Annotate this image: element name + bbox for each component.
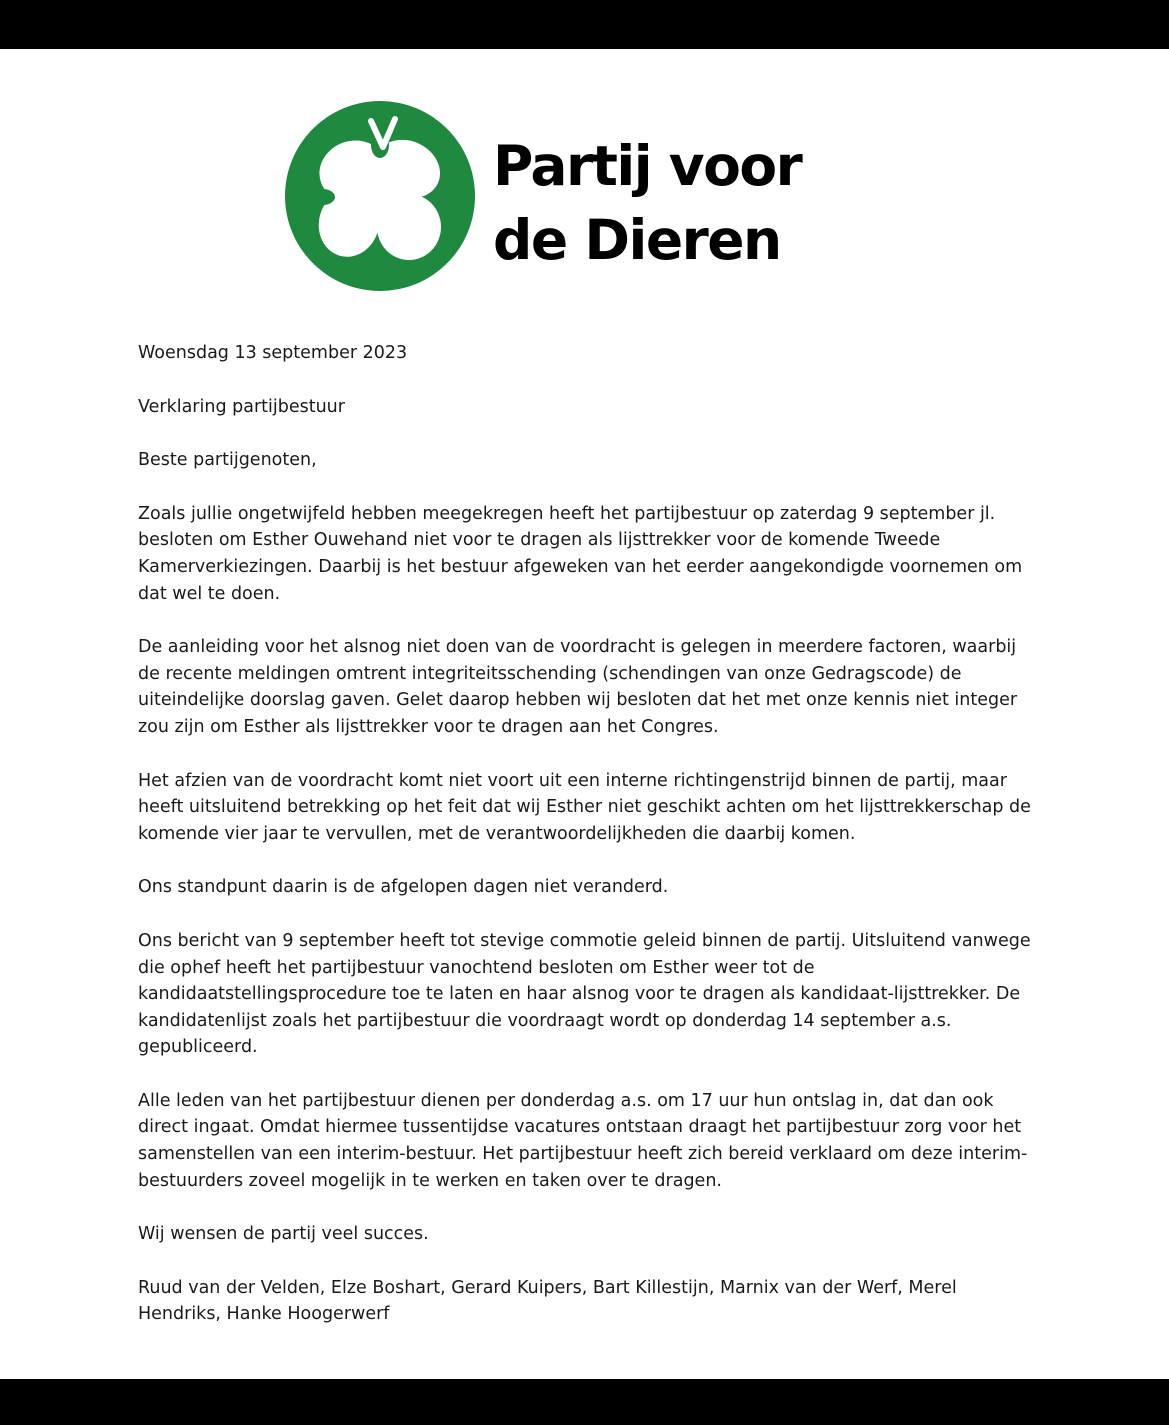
- party-wordmark: [493, 129, 801, 277]
- letter-date: Woensdag 13 september 2023: [138, 343, 408, 363]
- party-logo: [283, 99, 802, 299]
- paragraph-4: Ons standpunt daarin is de afgelopen dagen niet veranderd.: [138, 877, 669, 898]
- wordmark-line-2: de Dieren: [493, 208, 781, 272]
- paragraph-2: De aanleiding voor het alsnog niet doen van de voordracht is gelegen in meerdere factoren, waarbij de recente meldingen omtrent integriteitsschending (schendingen van onze Gedragscode) de uiteindelijke doorslag gaven. Gelet daarop hebben wij besloten dat het met onze kennis niet integer zou zijn om Esther als lijsttrekker voor te dragen aan het Congres.: [138, 637, 1018, 737]
- letter-page: [0, 49, 1169, 1379]
- paragraph-5: Ons bericht van 9 september heeft tot stevige commotie geleid binnen de partij. Uitsluitend vanwege die ophef heeft het partijbestuur vanochtend besloten om Esther weer tot de kandidaatstellingsprocedure toe te laten en haar alsnog voor te dragen als kandidaat-lijsttrekker. De kandidatenlijst zoals het partijbestuur die voordraagt wordt op donderdag 14 september a.s. gepubliceerd.: [138, 930, 1031, 1058]
- paragraph-1: Zoals jullie ongetwijfeld hebben meegekregen heeft het partijbestuur op zaterdag 9 september jl. besloten om Esther Ouwehand niet voor te dragen als lijsttrekker voor de komende Tweede Kamerverkiezingen. Daarbij is het bestuur afgeweken van het eerder aangekondigde voornemen om dat wel te doen.: [138, 503, 1023, 604]
- top-black-bar: [0, 0, 1169, 49]
- paragraph-3: Het afzien van de voordracht komt niet voort uit een interne richtingenstrijd binnen de partij, maar heeft uitsluitend betrekking op het feit dat wij Esther niet geschikt achten om het lijsttrekkerschap de komende vier jaar te vervullen, met de verantwoordelijkheden die daarbij komen.: [138, 770, 1031, 844]
- signatories: Ruud van der Velden, Elze Boshart, Gerard Kuipers, Bart Killestijn, Marnix van der Werf, Merel Hendriks, Hanke Hoogerwerf: [138, 1277, 957, 1325]
- paragraph-6: Alle leden van het partijbestuur dienen per donderdag a.s. om 17 uur hun ontslag in, dat dan ook direct ingaat. Omdat hiermee tussentijdse vacatures ontstaan draagt het partijbestuur zorg voor het samenstellen van een interim-bestuur. Het partijbestuur heeft zich bereid verklaard om deze interim-bestuurders zoveel mogelijk in te werken en taken over te dragen.: [138, 1090, 1028, 1191]
- bottom-black-bar: [0, 1379, 1169, 1425]
- letter-subject: Verklaring partijbestuur: [138, 396, 345, 417]
- pvdd-clover-logo-icon: [283, 99, 477, 293]
- wordmark-line-1: Partij voor: [493, 134, 802, 198]
- letter-body: [138, 340, 1038, 1355]
- paragraph-7: Wij wensen de partij veel succes.: [138, 1224, 429, 1245]
- letter-salutation: Beste partijgenoten,: [138, 450, 317, 471]
